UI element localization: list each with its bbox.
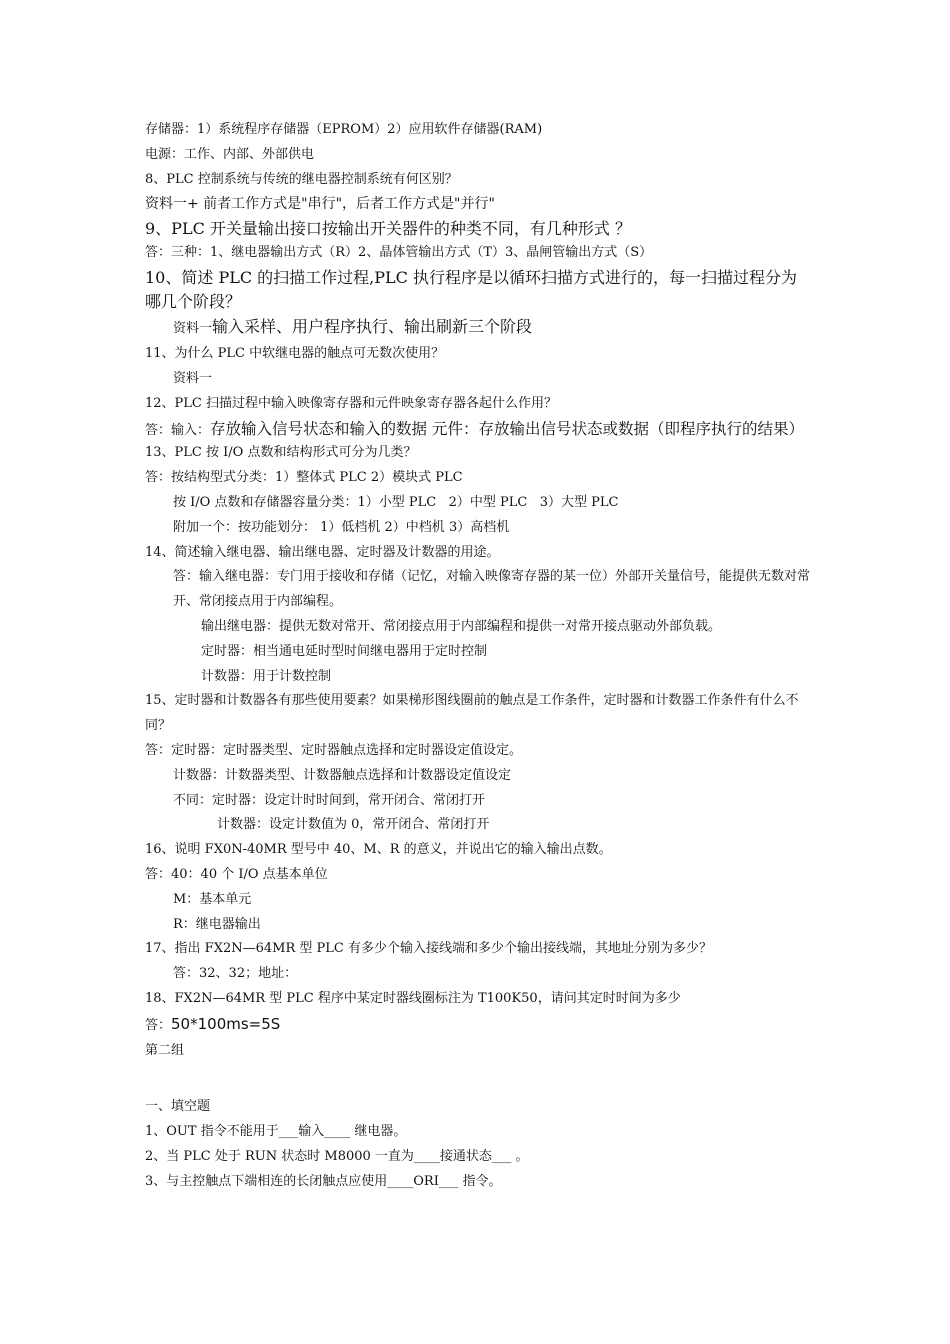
answer-13: 答：按结构型式分类：1）整体式 PLC 2）模块式 PLC <box>145 470 463 486</box>
answer-14-line: 输出继电器：提供无数对常开、常闭接点用于内部编程和提供一对常开接点驱动外部负载。 <box>201 618 722 634</box>
answer-13-line: 按 I/O 点数和存储器容量分类：1）小型 PLC 2）中型 PLC 3）大型 PLC <box>173 494 619 510</box>
question-12: 12、PLC 扫描过程中输入映像寄存器和元件映象寄存器各起什么作用？ <box>145 395 558 411</box>
answer-12 <box>145 416 810 441</box>
document-page <box>145 118 810 1194</box>
answer-text: 输入采样、用户程序执行、输出刷新三个阶段 <box>212 316 533 336</box>
question-18: 18、FX2N—64MR 型 PLC 程序中某定时器线圈标注为 T100K50，请问其定时时间为多少 <box>145 990 681 1006</box>
answer-label: 答： <box>145 1017 172 1033</box>
question-8: 8、PLC 控制系统与传统的继电器控制系统有何区别？ <box>145 171 458 187</box>
question-13: 13、PLC 按 I/O 点数和结构形式可分为几类？ <box>145 445 417 461</box>
question-17: 17、指出 FX2N—64MR 型 PLC 有多少个输入接线端和多少个输出接线端，其地址分别为多少？ <box>145 941 712 957</box>
answer-14-line: 定时器：相当通电延时型时间继电器用于定时控制 <box>201 643 488 659</box>
answer-16-line: R：继电器输出 <box>173 916 261 932</box>
question-16: 16、说明 FX0N-40MR 型号中 40、M、R 的意义，并说出它的输入输出点数。 <box>145 842 612 858</box>
answer-17: 答：32、32；地址： <box>173 966 298 982</box>
section-heading: 第二组 <box>145 1042 185 1058</box>
answer-8: 资料一+ 前者工作方式是"串行"，后者工作方式是"并行" <box>145 196 495 213</box>
answer-15-line: 计数器：计数器类型、计数器触点选择和计数器设定值设定 <box>173 767 512 783</box>
spacer <box>145 1063 810 1095</box>
answer-18 <box>145 1012 810 1039</box>
answer-16: 答：40：40 个 I/O 点基本单位 <box>145 866 328 882</box>
answer-14: 答：输入继电器：专门用于接收和存储（记忆，对输入映像寄存器的某一位）外部开关量信号，能提供无数对常开、常闭接点用于内部编程。 <box>173 569 811 610</box>
answer-label: 答：输入： <box>145 423 211 439</box>
answer-11: 资料一 <box>173 370 213 386</box>
answer-text: 存放输入信号状态和输入的数据 元件：存放输出信号状态或数据（即程序执行的结果） <box>210 420 804 439</box>
answer-15: 答：定时器：定时器类型、定时器触点选择和定时器设定值设定。 <box>145 742 523 758</box>
answer-label: 资料一 <box>173 320 213 336</box>
fill-blank-1: 1、OUT 指令不能用于___输入____ 继电器。 <box>145 1124 407 1140</box>
answer-16-line: M：基本单元 <box>173 891 252 907</box>
fill-blank-3: 3、与主控触点下端相连的长闭触点应使用____ORI___ 指令。 <box>145 1173 502 1189</box>
answer-10 <box>145 314 810 342</box>
text-line: 电源：工作、内部、外部供电 <box>145 146 315 162</box>
answer-15-line: 计数器：设定计数值为 0，常开闭合、常闭打开 <box>217 817 490 833</box>
answer-14-line: 计数器：用于计数控制 <box>201 668 332 684</box>
question-11: 11、为什么 PLC 中软继电器的触点可无数次使用？ <box>145 345 445 361</box>
answer-9: 答：三种：1、继电器输出方式（R）2、晶体管输出方式（T）3、晶闸管输出方式（S） <box>145 245 653 261</box>
question-14: 14、简述输入继电器、输出继电器、定时器及计数器的用途。 <box>145 544 500 560</box>
question-15: 15、定时器和计数器各有那些使用要素？如果梯形图线圈前的触点是工作条件，定时器和计数器工作条件有什么不同？ <box>145 693 799 734</box>
answer-13-line: 附加一个：按功能划分： 1）低档机 2）中档机 3）高档机 <box>173 519 510 535</box>
answer-text: 50*100ms=5S <box>171 1014 281 1033</box>
text-line: 存储器：1）系统程序存储器（EPROM）2）应用软件存储器(RAM) <box>145 122 543 137</box>
question-9: 9、PLC 开关量输出接口按输出开关器件的种类不同，有几种形式 ？ <box>145 219 631 239</box>
section-title: 一、填空题 <box>145 1099 211 1115</box>
fill-blank-2: 2、当 PLC 处于 RUN 状态时 M8000 一直为____接通状态___ 。 <box>145 1148 529 1164</box>
answer-15-line: 不同：定时器：设定计时时间到，常开闭合、常闭打开 <box>173 792 486 808</box>
question-10: 10、简述 PLC 的扫描工作过程,PLC 执行程序是以循环扫描方式进行的，每一扫描过程分为哪几个阶段？ <box>145 267 797 311</box>
